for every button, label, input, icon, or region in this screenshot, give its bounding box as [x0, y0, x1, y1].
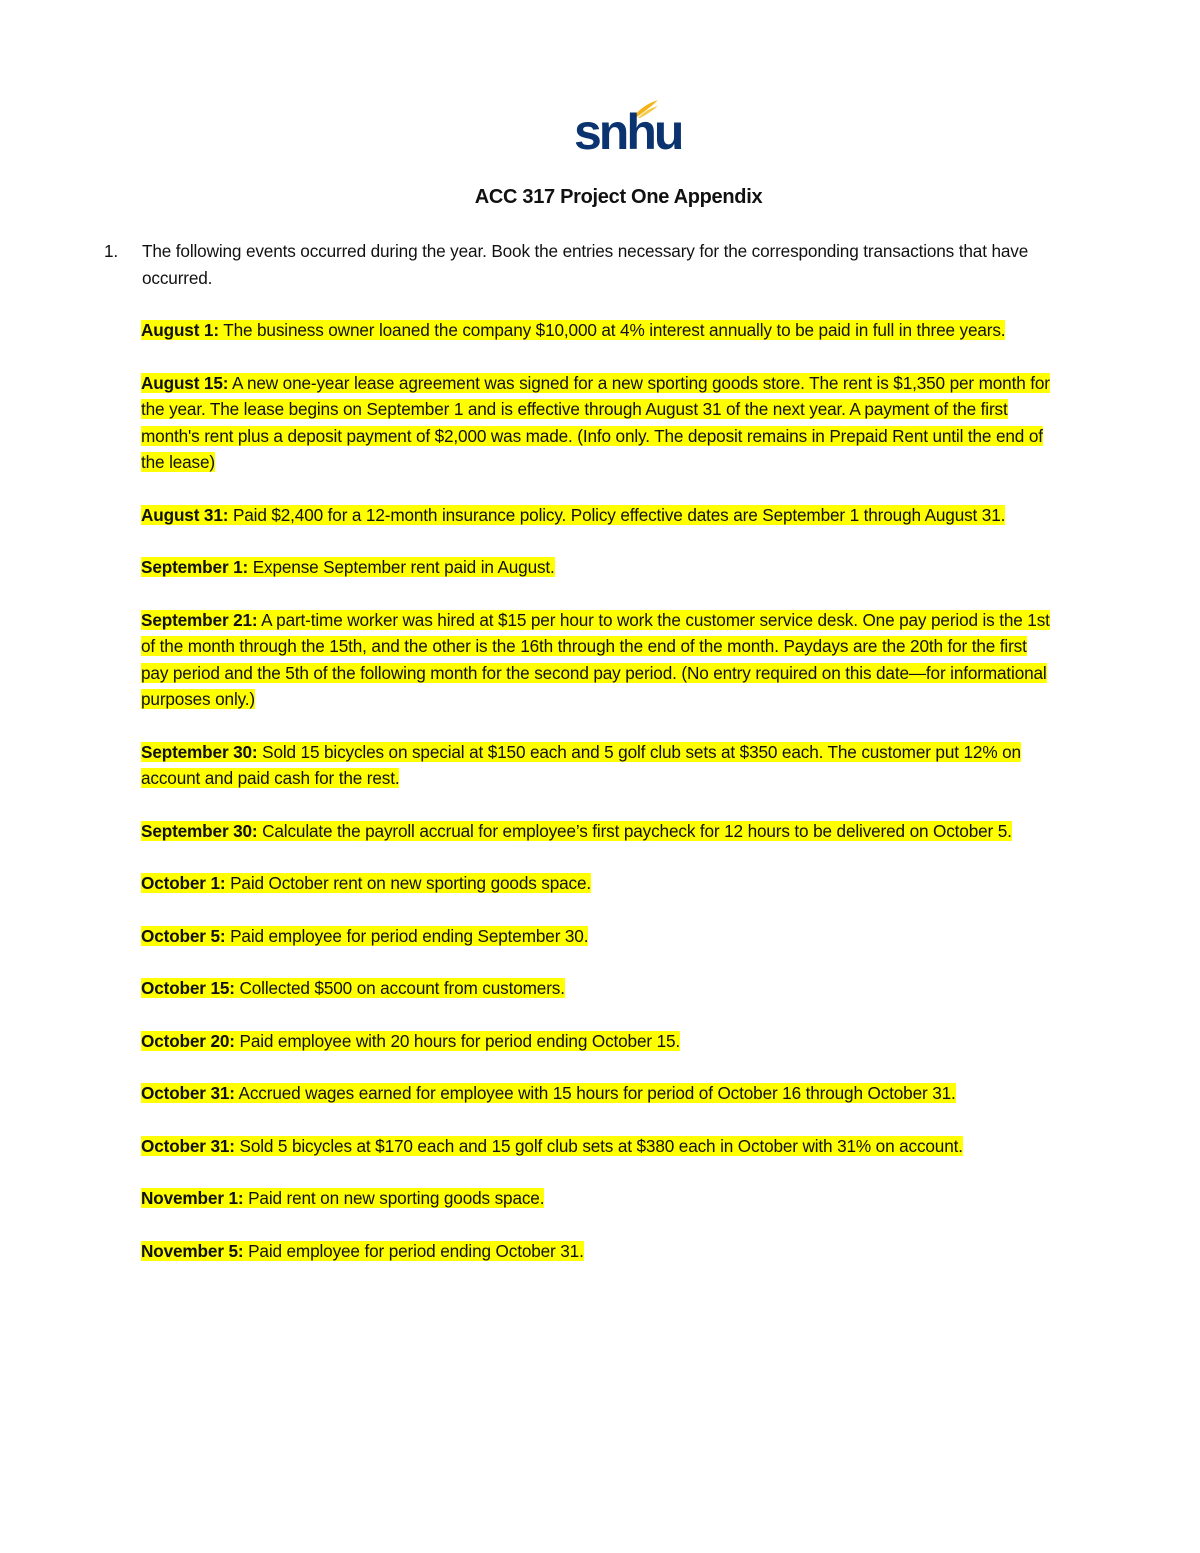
entry-date: October 15: [141, 978, 235, 998]
entry-text: Collected $500 on account from customers. [234, 978, 565, 998]
entry-date: October 31: [141, 1135, 235, 1156]
snhu-logo [572, 98, 682, 160]
transaction-entry [141, 1238, 1053, 1265]
entry-date: September 30: [141, 820, 258, 841]
transaction-entry [141, 502, 1053, 529]
transaction-entry [141, 870, 1053, 897]
transaction-entry [141, 923, 1053, 950]
entry-date: August 31: [141, 504, 229, 525]
entry-text: Paid employee for period ending October 31. [243, 1240, 584, 1261]
entry-text: Paid rent on new sporting goods space. [243, 1188, 545, 1208]
transaction-entry [141, 1028, 1053, 1055]
transaction-entry [141, 607, 1053, 713]
transaction-list [141, 317, 1053, 1290]
transaction-entry [141, 554, 1053, 581]
entry-text: Paid $2,400 for a 12-month insurance policy. Policy effective dates are September 1 through August 31. [228, 504, 1006, 525]
entry-date: October 1: [141, 873, 226, 893]
entry-date: August 1: [141, 320, 219, 340]
entry-text: Accrued wages earned for employee with 15 hours for period of October 16 through October 31. [234, 1083, 956, 1103]
entry-text: Expense September rent paid in August. [248, 557, 555, 577]
transaction-entry [141, 1080, 1053, 1107]
list-number: 1. [104, 241, 119, 261]
entry-date: September 21: [141, 609, 258, 630]
transaction-entry [141, 818, 1053, 845]
entry-text: Sold 5 bicycles at $170 each and 15 golf club sets at $380 each in October with 31% on account. [234, 1135, 963, 1156]
question-intro [104, 238, 1064, 292]
entry-text: Paid October rent on new sporting goods space. [225, 873, 592, 893]
entry-text: Sold 15 bicycles on special at $150 each and 5 golf club sets at $350 each. The customer put 12% on account and paid cash for the rest. [141, 741, 1021, 788]
transaction-entry [141, 975, 1053, 1002]
entry-text: Calculate the payroll accrual for employee’s first paycheck for 12 hours to be delivered on October 5. [257, 820, 1012, 841]
transaction-entry [141, 317, 1053, 344]
transaction-entry [141, 1185, 1053, 1212]
entry-date: November 5: [141, 1240, 244, 1261]
entry-date: October 5: [141, 925, 226, 946]
transaction-entry [141, 1133, 1053, 1160]
entry-text: Paid employee with 20 hours for period ending October 15. [234, 1030, 681, 1051]
entry-text: A part-time worker was hired at $15 per hour to work the customer service desk. One pay period is the 1st of the month through the 15th, and the other is the 16th through the end of the month. Paydays are the 20th for the first pay period and the 5th of the following month for the second pay period. (No entry required on this date—for informational purposes only.) [141, 609, 1050, 709]
entry-date: October 20: [141, 1030, 235, 1051]
entry-text: The business owner loaned the company $10,000 at 4% interest annually to be paid in full in three years. [218, 320, 1006, 340]
page-title: ACC 317 Project One Appendix [474, 186, 763, 208]
transaction-entry [141, 370, 1053, 476]
entry-date: September 1: [141, 557, 249, 577]
entry-text: A new one-year lease agreement was signed for a new sporting goods store. The rent is $1,350 per month for the year. The lease begins on September 1 and is effective through August 31 of the next year. A payment of the first month's rent plus a deposit payment of $2,000 was made. (Info only. The deposit remains in Prepaid Rent until the end of the lease) [141, 372, 1050, 472]
entry-date: October 31: [141, 1083, 235, 1103]
transaction-entry [141, 739, 1053, 792]
entry-text: Paid employee for period ending September 30. [225, 925, 589, 946]
entry-date: September 30: [141, 741, 258, 762]
entry-date: August 15: [141, 372, 229, 393]
intro-text: The following events occurred during the year. Book the entries necessary for the corresponding transactions that have occurred. [142, 241, 1029, 288]
entry-date: November 1: [141, 1188, 244, 1208]
logo-wordmark: snhu [574, 104, 682, 160]
